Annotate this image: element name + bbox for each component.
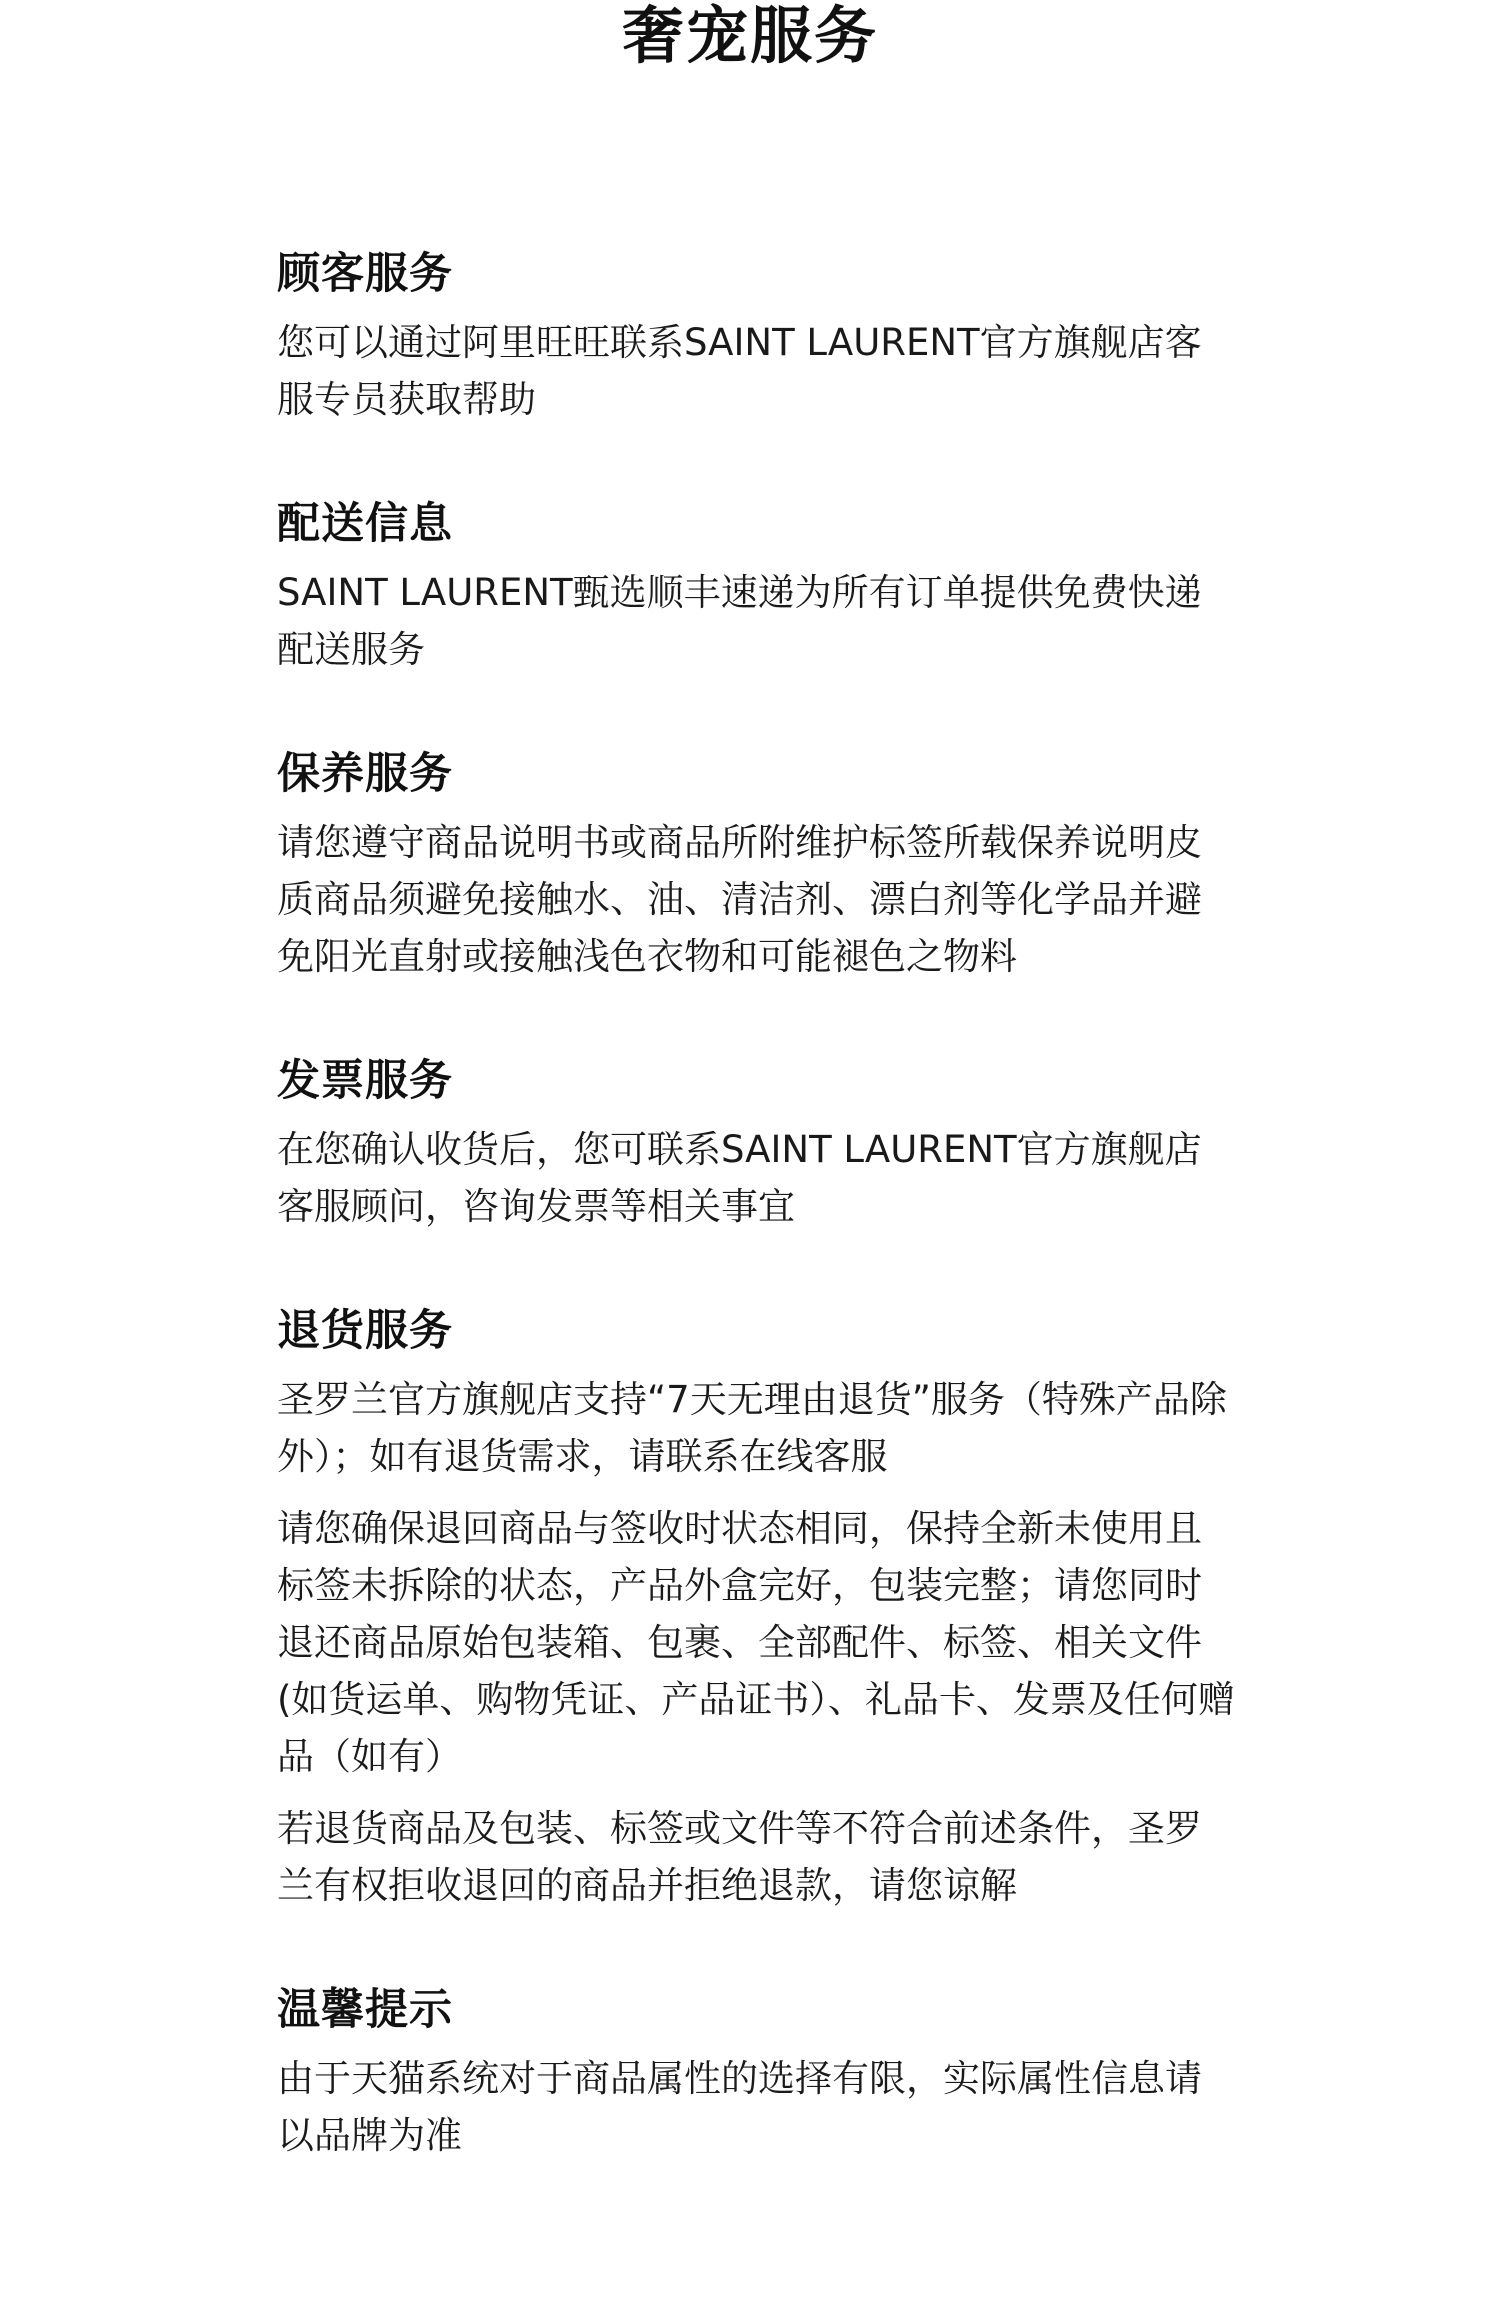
section-paragraph: 由于天猫系统对于商品属性的选择有限，实际属性信息请以品牌为准	[277, 2057, 1202, 2157]
section-paragraph: 若退货商品及包装、标签或文件等不符合前述条件，圣罗兰有权拒收退回的商品并拒绝退款，请您谅解	[277, 1807, 1202, 1907]
section-friendly-reminder	[277, 1980, 1237, 2164]
section-care-service	[277, 744, 1237, 985]
page-title: 奢宠服务	[621, 0, 878, 72]
section-paragraph: 请您遵守商品说明书或商品所附维护标签所载保养说明皮质商品须避免接触水、油、清洁剂、漂白剂等化学品并避免阳光直射或接触浅色衣物和可能褪色之物料	[277, 821, 1202, 978]
service-content	[277, 244, 1237, 2230]
section-heading: 顾客服务	[277, 249, 453, 299]
section-paragraph: SAINT LAURENT甄选顺丰速递为所有订单提供免费快递配送服务	[277, 571, 1202, 671]
section-heading: 温馨提示	[277, 1985, 453, 2035]
section-customer-service	[277, 244, 1237, 428]
section-heading: 发票服务	[277, 1056, 453, 1106]
section-return-service	[277, 1301, 1237, 1914]
section-paragraph: 圣罗兰官方旗舰店支持“7天无理由退货”服务（特殊产品除外）；如有退货需求，请联系在线客服	[277, 1378, 1227, 1478]
section-delivery-info	[277, 494, 1237, 678]
section-heading: 保养服务	[277, 749, 453, 799]
section-paragraph: 您可以通过阿里旺旺联系SAINT LAURENT官方旗舰店客服专员获取帮助	[277, 321, 1202, 421]
section-heading: 退货服务	[277, 1306, 453, 1356]
section-paragraph: 请您确保退回商品与签收时状态相同，保持全新未使用且标签未拆除的状态，产品外盒完好，包装完整；请您同时退还商品原始包装箱、包裹、全部配件、标签、相关文件(如货运单、购物凭证、产品证书）、礼品卡、发票及任何赠品（如有）	[277, 1507, 1235, 1778]
section-heading: 配送信息	[277, 499, 453, 549]
section-invoice-service	[277, 1051, 1237, 1235]
section-paragraph: 在您确认收货后，您可联系SAINT LAURENT官方旗舰店客服顾问，咨询发票等相关事宜	[277, 1128, 1202, 1228]
